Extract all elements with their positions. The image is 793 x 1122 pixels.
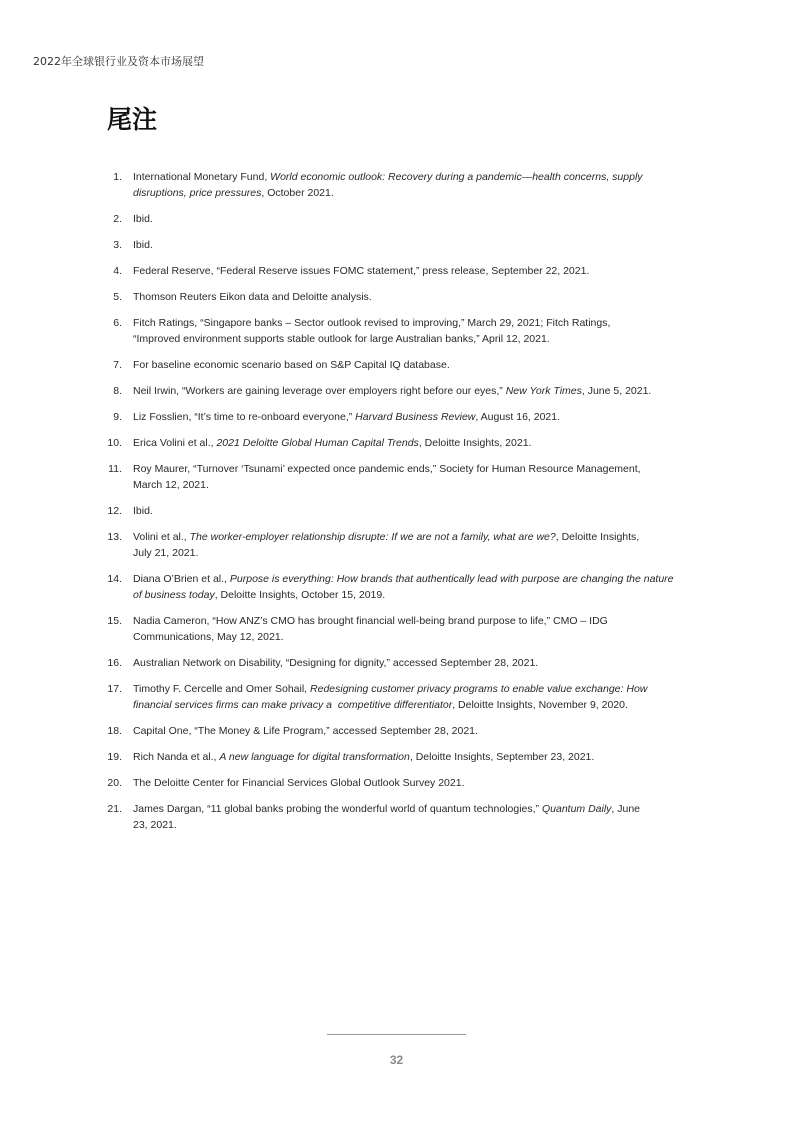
endnote-number: 13. bbox=[107, 531, 122, 543]
endnote-line bbox=[133, 775, 465, 791]
endnote-text bbox=[133, 357, 450, 373]
endnote-italic-title: A new language for digital transformation bbox=[219, 751, 410, 763]
endnote-segment: , Deloitte Insights, November 9, 2020. bbox=[452, 699, 628, 711]
endnote-segment: , Deloitte Insights, September 23, 2021. bbox=[409, 751, 595, 763]
endnote-line bbox=[133, 529, 639, 545]
endnote-line bbox=[133, 655, 538, 671]
endnote-item bbox=[100, 383, 760, 399]
endnote-text bbox=[133, 315, 610, 347]
endnote-text bbox=[133, 723, 478, 739]
endnote-line bbox=[133, 409, 560, 425]
endnote-line bbox=[133, 331, 610, 347]
endnote-item bbox=[100, 571, 760, 603]
page-title: 尾注 bbox=[107, 105, 158, 134]
endnote-text bbox=[133, 289, 372, 305]
endnote-segment: , June 5, 2021. bbox=[581, 385, 652, 397]
endnote-item bbox=[100, 357, 760, 373]
endnote-item bbox=[100, 681, 760, 713]
endnote-segment: , Deloitte Insights, bbox=[555, 531, 640, 543]
endnote-segment: Timothy F. Cercelle and Omer Sohail, bbox=[133, 683, 311, 695]
endnote-line bbox=[133, 263, 589, 279]
endnote-item bbox=[100, 503, 760, 519]
endnote-number: 11. bbox=[108, 463, 122, 475]
endnote-item bbox=[100, 169, 760, 201]
endnote-segment: Diana O’Brien et al., bbox=[133, 573, 230, 585]
endnote-text bbox=[133, 801, 640, 833]
endnote-segment: Fitch Ratings, “Singapore banks – Sector outlook revised to improving,” March 29, 2021; Fitch Ratings, bbox=[133, 317, 611, 329]
endnote-line bbox=[133, 801, 640, 817]
endnote-segment: Volini et al., bbox=[133, 531, 190, 543]
endnote-item bbox=[100, 237, 760, 253]
endnote-item bbox=[100, 461, 760, 493]
endnote-segment: 23, 2021. bbox=[133, 819, 177, 831]
endnote-item bbox=[100, 315, 760, 347]
endnote-line bbox=[133, 357, 450, 373]
endnote-item bbox=[100, 435, 760, 451]
endnote-item bbox=[100, 801, 760, 833]
endnote-line bbox=[133, 185, 643, 201]
endnote-number: 15. bbox=[107, 615, 122, 627]
endnote-text bbox=[133, 383, 651, 399]
endnote-number: 2. bbox=[113, 213, 122, 225]
endnote-line bbox=[133, 697, 647, 713]
endnote-number: 7. bbox=[113, 359, 122, 371]
endnote-line bbox=[133, 571, 674, 587]
endnote-number: 1. bbox=[113, 171, 122, 183]
endnote-segment: Roy Maurer, “Turnover ‘Tsunami’ expected once pandemic ends,” Society for Human Resource Management, bbox=[133, 463, 641, 475]
endnote-text bbox=[133, 409, 560, 425]
endnote-segment: For baseline economic scenario based on S&P Capital IQ database. bbox=[133, 359, 450, 371]
endnote-segment: Ibid. bbox=[133, 505, 153, 517]
endnote-italic-title: Redesigning customer privacy programs to enable value exchange: How bbox=[310, 683, 648, 695]
endnote-number: 12. bbox=[107, 505, 122, 517]
endnote-segment: Ibid. bbox=[133, 213, 153, 225]
endnote-item bbox=[100, 775, 760, 791]
endnote-item bbox=[100, 289, 760, 305]
endnote-segment: “Improved environment supports stable outlook for large Australian banks,” April 12, 2021. bbox=[133, 333, 550, 345]
endnote-line bbox=[133, 315, 610, 331]
endnote-number: 4. bbox=[113, 265, 122, 277]
endnote-italic-title: Purpose is everything: How brands that authentically lead with purpose are changing the nature bbox=[229, 573, 674, 585]
endnote-segment: March 12, 2021. bbox=[133, 479, 209, 491]
endnote-text bbox=[133, 237, 153, 253]
endnote-line bbox=[133, 681, 647, 697]
endnote-number: 18. bbox=[107, 725, 122, 737]
endnote-text bbox=[133, 263, 589, 279]
endnote-segment: Communications, May 12, 2021. bbox=[133, 631, 284, 643]
endnote-italic-title: Harvard Business Review bbox=[355, 411, 476, 423]
endnote-number: 9. bbox=[113, 411, 122, 423]
endnote-segment: , October 2021. bbox=[261, 187, 334, 199]
endnote-number: 16. bbox=[107, 657, 122, 669]
running-header-title: 2022年全球银行业及资本市场展望 bbox=[33, 55, 204, 68]
endnote-line bbox=[133, 461, 641, 477]
endnote-item bbox=[100, 409, 760, 425]
endnote-line bbox=[133, 723, 478, 739]
endnote-line bbox=[133, 383, 651, 399]
endnote-line bbox=[133, 289, 372, 305]
endnote-line bbox=[133, 435, 531, 451]
endnote-italic-title: New York Times bbox=[505, 385, 582, 397]
endnote-segment: The Deloitte Center for Financial Services Global Outlook Survey 2021. bbox=[133, 777, 465, 789]
endnote-line bbox=[133, 613, 608, 629]
endnote-number: 20. bbox=[107, 777, 122, 789]
endnote-item bbox=[100, 529, 760, 561]
footer-divider bbox=[327, 1034, 466, 1035]
endnote-text bbox=[133, 571, 674, 603]
endnote-segment: Rich Nanda et al., bbox=[133, 751, 220, 763]
endnote-segment: Liz Fosslien, “It’s time to re-onboard everyone,” bbox=[133, 411, 356, 423]
endnote-text bbox=[133, 435, 531, 451]
endnote-text bbox=[133, 461, 641, 493]
endnote-text bbox=[133, 749, 594, 765]
endnote-segment: James Dargan, “11 global banks probing the wonderful world of quantum technologies,” bbox=[133, 803, 542, 815]
endnote-line bbox=[133, 237, 153, 253]
endnote-segment: , Deloitte Insights, October 15, 2019. bbox=[214, 589, 386, 601]
endnote-item bbox=[100, 655, 760, 671]
endnote-number: 10. bbox=[107, 437, 122, 449]
endnote-number: 3. bbox=[113, 239, 122, 251]
endnote-text bbox=[133, 529, 639, 561]
endnote-text bbox=[133, 613, 608, 645]
endnote-italic-title: World economic outlook: Recovery during a pandemic—health concerns, supply bbox=[270, 171, 643, 183]
endnote-italic-title: disruptions, price pressures bbox=[133, 187, 262, 199]
endnote-text bbox=[133, 503, 153, 519]
endnote-segment: Neil Irwin, “Workers are gaining leverage over employers right before our eyes,” bbox=[133, 385, 506, 397]
endnote-line bbox=[133, 545, 639, 561]
endnote-item bbox=[100, 211, 760, 227]
endnote-text bbox=[133, 169, 643, 201]
endnote-item bbox=[100, 749, 760, 765]
endnote-text bbox=[133, 655, 538, 671]
endnote-text bbox=[133, 211, 153, 227]
endnote-segment: , Deloitte Insights, 2021. bbox=[418, 437, 532, 449]
endnote-line bbox=[133, 169, 643, 185]
endnote-number: 17. bbox=[107, 683, 122, 695]
endnote-number: 5. bbox=[113, 291, 122, 303]
endnote-segment: July 21, 2021. bbox=[133, 547, 199, 559]
endnote-segment: , June bbox=[611, 803, 641, 815]
endnote-segment: Thomson Reuters Eikon data and Deloitte analysis. bbox=[133, 291, 372, 303]
endnote-item bbox=[100, 613, 760, 645]
endnote-line bbox=[133, 817, 640, 833]
page-number: 32 bbox=[389, 1053, 404, 1067]
endnote-line bbox=[133, 629, 608, 645]
endnote-italic-title: 2021 Deloitte Global Human Capital Trends bbox=[216, 437, 419, 449]
endnote-line bbox=[133, 587, 674, 603]
endnote-italic-title: The worker-employer relationship disrupte: If we are not a family, what are we? bbox=[189, 531, 556, 543]
endnote-number: 6. bbox=[113, 317, 122, 329]
endnote-segment: , August 16, 2021. bbox=[475, 411, 561, 423]
endnote-number: 8. bbox=[113, 385, 122, 397]
endnote-item bbox=[100, 723, 760, 739]
endnote-italic-title: Quantum Daily bbox=[541, 803, 612, 815]
endnote-segment: Ibid. bbox=[133, 239, 153, 251]
endnote-segment: International Monetary Fund, bbox=[133, 171, 271, 183]
endnote-text bbox=[133, 681, 647, 713]
endnote-segment: Erica Volini et al., bbox=[133, 437, 217, 449]
endnote-line bbox=[133, 503, 153, 519]
endnote-segment: Nadia Cameron, “How ANZ’s CMO has brought financial well-being brand purpose to life,” CMO – IDG bbox=[133, 615, 608, 627]
endnote-number: 14. bbox=[107, 573, 122, 585]
endnote-italic-title: of business today bbox=[133, 589, 215, 601]
endnote-text bbox=[133, 775, 465, 791]
endnote-line bbox=[133, 211, 153, 227]
endnote-italic-title: financial services firms can make privacy a competitive differentiator bbox=[133, 699, 453, 711]
endnote-number: 19. bbox=[107, 751, 122, 763]
endnote-segment: Federal Reserve, “Federal Reserve issues FOMC statement,” press release, September 22, 2021. bbox=[133, 265, 590, 277]
endnote-number: 21. bbox=[107, 803, 122, 815]
endnote-segment: Capital One, “The Money & Life Program,” accessed September 28, 2021. bbox=[133, 725, 478, 737]
endnote-line bbox=[133, 477, 641, 493]
endnote-segment: Australian Network on Disability, “Designing for dignity,” accessed September 28, 2021. bbox=[133, 657, 539, 669]
endnotes-list bbox=[100, 169, 760, 833]
endnote-item bbox=[100, 263, 760, 279]
endnote-line bbox=[133, 749, 594, 765]
